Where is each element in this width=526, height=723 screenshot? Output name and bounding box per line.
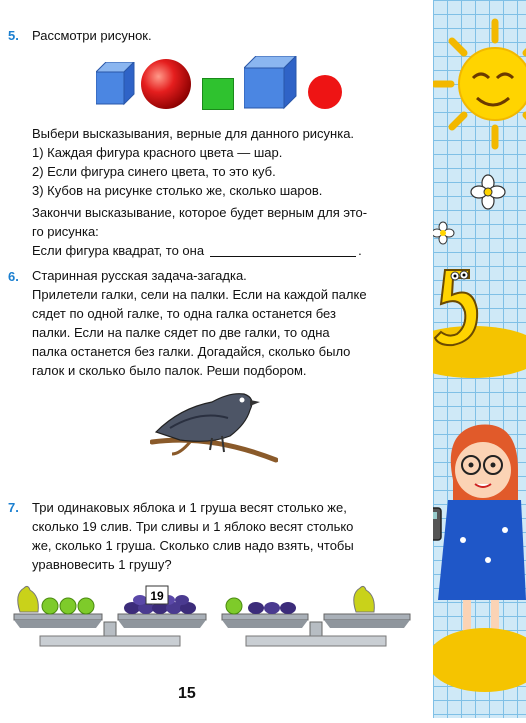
flower-icon [471,175,505,209]
statement-3: 3) Кубов на рисунке столько же, сколько шаров. [32,183,323,198]
task-7-line: Три одинаковых яблока и 1 груша весят столько же, [32,500,347,515]
task-7-line: сколько 19 слив. Три сливы и 1 яблоко весят столько [32,519,354,534]
plums-icon [248,602,296,614]
balance-scale-right [218,584,414,654]
complete-end: . [358,243,362,258]
apple-icon [78,598,94,614]
scale-label: 19 [150,589,164,603]
blue-cube-icon [96,62,136,106]
task-7-line: же, сколько 1 груша. Сколько слив надо взять, чтобы [32,538,354,553]
sun-icon [435,22,526,146]
task-5-title: Рассмотри рисунок. [32,28,152,43]
task-6-line: палка останется без галки. Догадайся, сколько было [32,344,351,359]
jackdaw-on-branch-icon [150,380,278,472]
page-number: 15 [178,685,196,702]
number-five-character-icon [435,270,477,345]
apple-icon [60,598,76,614]
task-6-line: сядет по одной галке, то одна галка останется без [32,306,336,321]
task-6-line: палки. Если на палке сядет по две галки, то одна [32,325,330,340]
task-5-number: 5. [8,28,19,43]
complete-line-2: го рисунка: [32,224,99,239]
task-6-number: 6. [8,269,19,284]
red-ball-icon [140,58,192,110]
task-6-line: Прилетели галки, сели на палки. Если на каждой палке [32,287,367,302]
task-7-number: 7. [8,500,19,515]
complete-line-1: Закончи высказывание, которое будет верным для это- [32,205,368,220]
pear-icon [354,586,375,612]
task-6-line: Старинная русская задача-загадка. [32,268,247,283]
yellow-island [433,326,526,378]
yellow-island [433,628,526,692]
statement-2: 2) Если фигура синего цвета, то это куб. [32,164,276,179]
answer-blank[interactable] [210,256,356,257]
flower-icon [433,222,454,244]
green-square-icon [202,78,234,110]
complete-line-3: Если фигура квадрат, то она [32,243,205,258]
balance-scale-left [10,584,210,654]
task-7-line: уравновесить 1 грушу? [32,557,172,572]
pear-icon [18,586,39,612]
blue-cube-icon [244,56,298,110]
girl-with-calculator-icon [433,425,526,638]
complete-statement [32,241,362,260]
task-5-prompt: Выбери высказывания, верные для данного рисунка. [32,126,355,141]
apple-icon [226,598,242,614]
red-circle-icon [307,74,343,110]
apple-icon [42,598,58,614]
decorative-grid-panel [433,0,526,718]
statement-1: 1) Каждая фигура красного цвета — шар. [32,145,283,160]
task-6-line: галок и сколько было палок. Реши подбором. [32,363,307,378]
illustrations [433,0,526,718]
